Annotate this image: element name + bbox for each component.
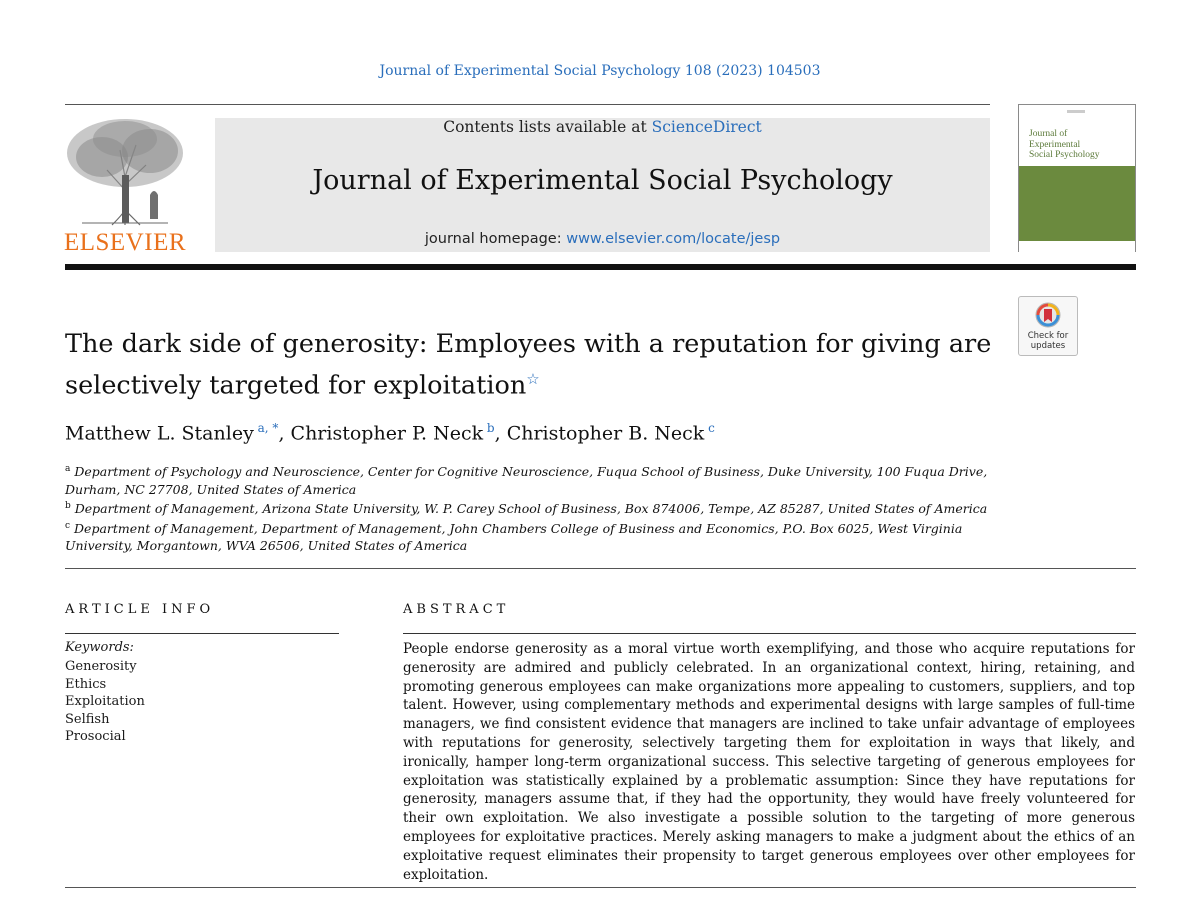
cover-title-line: Social Psychology	[1029, 150, 1100, 160]
header-divider	[65, 104, 990, 105]
header-thick-divider	[65, 264, 1136, 270]
abstract-rule	[403, 633, 1136, 634]
section-divider	[65, 568, 1136, 569]
author-affiliation-mark[interactable]: a, *	[257, 421, 279, 435]
author-separator: ,	[494, 422, 507, 445]
affiliation-mark: a	[65, 464, 71, 474]
journal-cover-thumbnail[interactable]	[1018, 104, 1136, 252]
keywords-list	[65, 658, 145, 746]
article-title-line	[65, 362, 995, 404]
abstract-text: People endorse generosity as a moral virtue worth exemplifying, and those who acquire reputations for generosity are admired and publicly celebrated. In an organizational context, hiring, retaining, and promoting generous employees can make organizations more appealing to customers, suppliers, and top talent. However, using complementary methods and experimental designs with large samples of full-time managers, we find consistent evidence that managers are inclined to take unfair advantage of employees with reputations for generosity, selectively targeting them for exploitation in ways that likely, and ironically, hamper long-term organizational success. This selective targeting of generous employees for exploitation was statistically explained by a problematic assumption: Since they have reputations for generosity, managers assume that, if they had the opportunity, they would have freely volunteered for their own exploitation. We also investigate a possible solution to the targeting of more generous employees for exploitative practices. Merely asking managers to make a judgment about the ethics of an exploitative request eliminates their propensity to target generous employees over other employees for exploitation.	[403, 641, 1135, 883]
title-footnote-star-icon[interactable]: ☆	[526, 370, 540, 388]
contents-prefix: Contents lists available at	[443, 118, 652, 136]
affiliation-text: Department of Management, Arizona State University, W. P. Carey School of Business, Box 874006, Tempe, AZ 85287, United States of America	[74, 501, 988, 517]
article-info-heading: ARTICLE INFO	[65, 602, 215, 617]
affiliations	[65, 461, 995, 555]
affiliation-text: Department of Psychology and Neuroscience, Center for Cognitive Neuroscience, Fuqua School of Business, Duke University, 100 Fuqua Drive, Durham, NC 27708, United States of America	[65, 464, 988, 497]
author-name[interactable]: Matthew L. Stanley	[65, 422, 254, 445]
check-updates-label	[1019, 332, 1077, 351]
journal-title: Journal of Experimental Social Psychology	[312, 165, 893, 196]
keyword-item: Ethics	[65, 676, 107, 692]
cover-title-line: Experimental	[1029, 139, 1081, 150]
check-updates-line: Check for	[1027, 331, 1069, 341]
homepage-prefix: journal homepage:	[424, 231, 567, 247]
elsevier-logo[interactable]	[62, 115, 188, 257]
author-affiliation-mark[interactable]: c	[708, 421, 715, 435]
journal-banner	[215, 118, 990, 252]
cover-publisher-mark	[1067, 110, 1085, 113]
bottom-divider	[65, 887, 1136, 888]
author-list	[65, 421, 715, 444]
check-for-updates-badge[interactable]	[1018, 296, 1078, 356]
article-info-rule	[65, 633, 339, 634]
cover-top-panel	[1019, 105, 1135, 166]
abstract-heading: ABSTRACT	[403, 602, 510, 617]
keyword-item: Prosocial	[65, 729, 126, 744]
author-affiliation-mark[interactable]: b	[486, 421, 495, 435]
journal-citation-link[interactable]: Journal of Experimental Social Psychology 108 (2023) 104503	[379, 63, 821, 79]
author-separator: ,	[278, 422, 291, 445]
affiliation-mark: b	[65, 501, 71, 512]
homepage-link[interactable]: www.elsevier.com/locate/jesp	[566, 231, 781, 247]
affiliation-item	[65, 461, 995, 498]
article-title-text: selectively targeted for exploitation	[65, 370, 527, 401]
article-title-line: The dark side of generosity: Employees with a reputation for giving are	[65, 329, 992, 359]
homepage-line	[215, 231, 990, 247]
affiliation-item	[65, 518, 995, 555]
affiliation-text: Department of Management, Department of Management, John Chambers College of Business and Economics, P.O. Box 6025, West Virginia University, Morgantown, WVA 26506, United States of America	[65, 520, 963, 554]
cover-green-panel	[1019, 166, 1135, 241]
cover-footer	[1019, 241, 1135, 252]
keyword-item: Generosity	[65, 659, 137, 674]
contents-line	[215, 118, 990, 136]
author-name[interactable]: Christopher B. Neck	[506, 422, 705, 445]
check-updates-line: updates	[1030, 340, 1066, 351]
keywords-label: Keywords:	[65, 640, 134, 655]
sciencedirect-link[interactable]: ScienceDirect	[651, 118, 762, 136]
author-name[interactable]: Christopher P. Neck	[290, 422, 484, 445]
article-title	[65, 327, 995, 404]
cover-title-line: Journal of	[1029, 129, 1068, 139]
keyword-item: Selfish	[65, 711, 110, 727]
elsevier-wordmark: ELSEVIER	[63, 229, 187, 256]
check-updates-icon	[1035, 302, 1061, 328]
tree-emblem-icon	[62, 115, 188, 227]
affiliation-mark: c	[65, 520, 71, 531]
cover-title	[1029, 129, 1129, 161]
affiliation-item	[65, 498, 995, 518]
keyword-item: Exploitation	[65, 694, 145, 709]
